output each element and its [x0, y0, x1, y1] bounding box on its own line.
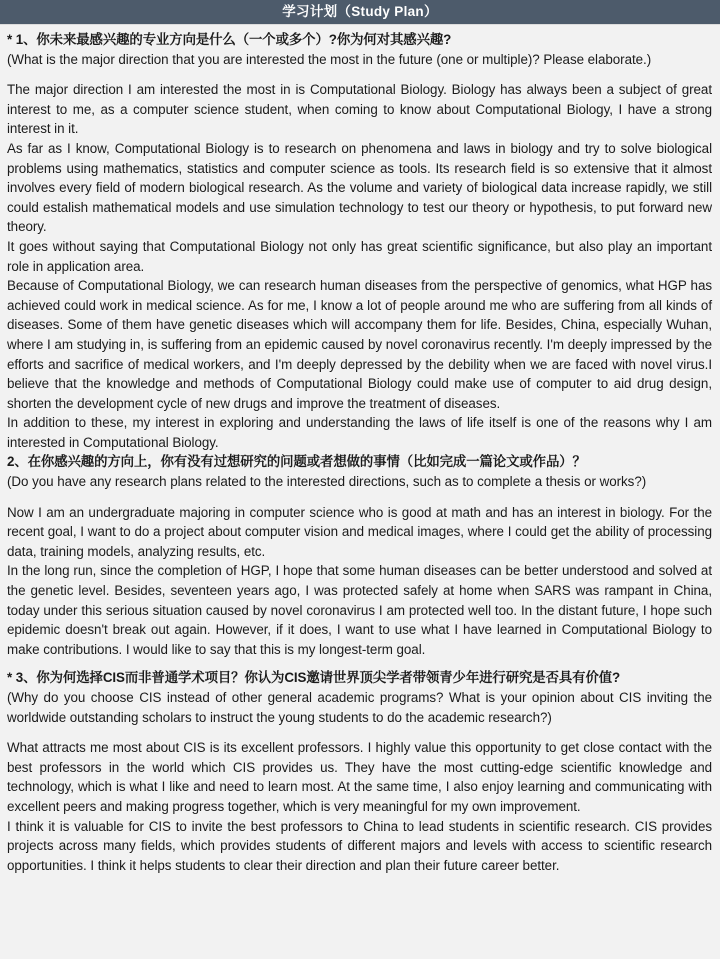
- question-1-chinese: * 1、你未来最感兴趣的专业方向是什么（一个或多个）?你为何对其感兴趣?: [7, 32, 452, 47]
- spacer: [7, 659, 712, 668]
- spacer: [7, 492, 712, 503]
- question-2-english: (Do you have any research plans related to the interested directions, such as to complete a thesis or works?): [7, 474, 647, 490]
- section-q1: [7, 30, 712, 452]
- question-3-english: (Why do you choose CIS instead of other general academic programs? What is your opinion about CIS inviting the worldwide outstanding scholars to instruct the young students to do the academic research?): [7, 690, 712, 725]
- section-q2: [7, 452, 712, 659]
- answer-2-paragraph-1: Now I am an undergraduate majoring in computer science who is good at math and has an interest in biology. For the recent goal, I want to do a project about computer vision and medical images, where I could get the ability of processing data, training models, analyzing results, etc.: [7, 504, 712, 559]
- answer-1-paragraph-1: The major direction I am interested the most in is Computational Biology. Biology has always been a subject of great interest to me, as a computer science student, when coming to know about Computational Biology, I have a strong interest in it.: [7, 82, 712, 137]
- answer-2-paragraph-2: In the long run, since the completion of HGP, I hope that some human diseases can be better understood and solved at the genetic level. Besides, seventeen years ago, I was protected safely at home when SARS was rampant in China, today under this serious situation caused by novel coronavirus I am protected well too. In the distant future, I hope such epidemic doesn't break out again. However, if it does, I want to use what I have learned in Computational Biology to make contributions. I would like to say that this is my longest-term goal.: [7, 563, 712, 657]
- answer-3-paragraph-2: I think it is valuable for CIS to invite the best professors to China to lead students in scientific research. CIS provides projects across many fields, which provides students of different majors and levels with access to scientific research opportunities. I think it helps students to clear their direction and plan their future career better.: [7, 818, 712, 873]
- page-title: 学习计划（Study Plan）: [282, 4, 438, 20]
- document-content: [0, 25, 720, 875]
- question-1-english: (What is the major direction that you are interested the most in the future (one or multiple)? Please elaborate.): [7, 51, 652, 67]
- answer-1-paragraph-3: It goes without saying that Computational Biology not only has great scientific significance, but also play an important role in application area.: [7, 238, 712, 274]
- answer-1-paragraph-5: In addition to these, my interest in exploring and understanding the laws of life itself is one of the reasons why I am interested in Computational Biology.: [7, 415, 712, 450]
- answer-3-paragraph-1: What attracts me most about CIS is its excellent professors. I highly value this opportunity to get close contact with the best professors in the world which CIS provides us. They have the most cutting-edge scientific knowledge and technology, which is what I like and need to learn most. At the same time, I also enjoy learning and communicating with excellent peers and making progress together, which is very meaningful for my own improvement.: [7, 740, 712, 814]
- spacer: [7, 69, 712, 80]
- question-2-chinese: 2、在你感兴趣的方向上，你有没有过想研究的问题或者想做的事情（比如完成一篇论文或作品）？: [7, 454, 586, 470]
- spacer: [7, 727, 712, 738]
- question-3-chinese: * 3、你为何选择CIS而非普通学术项目？你认为CIS邀请世界顶尖学者带领青少年进行研究是否具有价值?: [7, 670, 621, 686]
- document-title-bar: [0, 0, 720, 25]
- answer-1-paragraph-4: Because of Computational Biology, we can research human diseases from the perspective of genomics, what HGP has achieved could work in medical science. As for me, I know a lot of people around me who are suffering from all kinds of diseases. Some of them have genetic diseases which will accompany them for life. Besides, China, especially Wuhan, where I am studying in, is suffering from an epidemic caused by novel coronavirus recently. I'm deeply impressed by the efforts and sacrifice of medical workers, and I'm deeply depressed by the debility when we are faced with novel virus.I believe that the knowledge and methods of Computational Biology could make use of computer to aid drug design, shorten the development cycle of new drugs and improve the treatment of diseases.: [7, 278, 712, 411]
- answer-1-paragraph-2: As far as I know, Computational Biology is to research on phenomena and laws in biology and try to solve biological problems using mathematics, statistics and computer science as tools. Its research field is so extensive that it almost involves every field of modern biological research. As the volume and variety of biological data increase rapidly, we still could estalish mathematical models and use simulation technology to test our theory or hypothesis, to put forward new theory.: [7, 140, 712, 235]
- section-q3: [7, 668, 712, 875]
